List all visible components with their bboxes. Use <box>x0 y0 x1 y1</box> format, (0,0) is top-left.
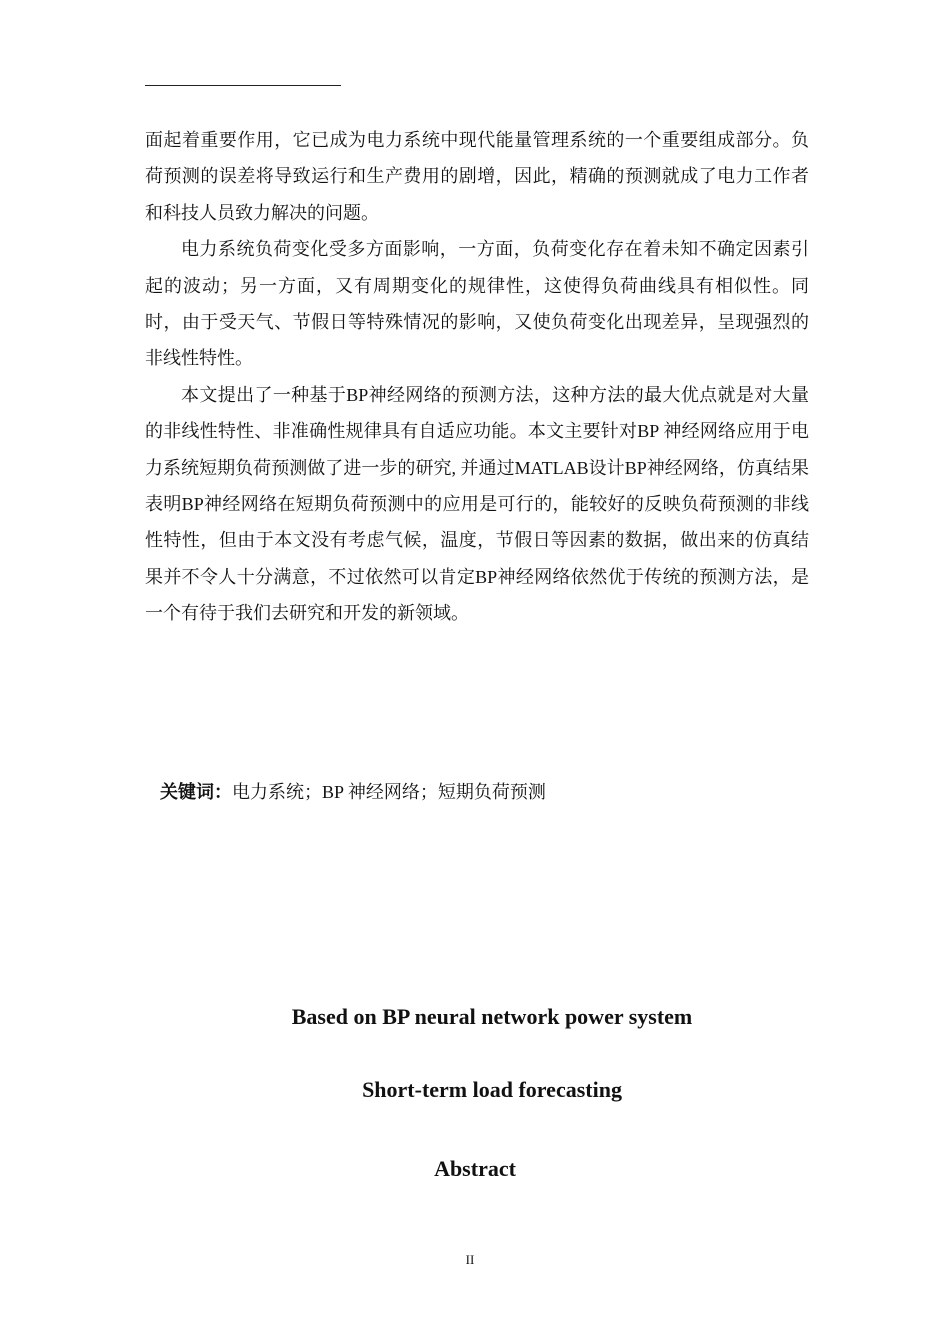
page-number: II <box>465 1252 475 1267</box>
keywords-label: 关键词： <box>160 782 232 802</box>
abstract-heading: Abstract <box>434 1156 516 1181</box>
abstract-paragraph-2: 电力系统负荷变化受多方面影响，一方面，负荷变化存在着未知不确定因素引起的波动；另一方面，又有周期变化的规律性，这使得负荷曲线具有相似性。同时，由于受天气、节假日等特殊情况的影响，又使负荷变化出现差异，呈现强烈的非线性特性。 <box>145 239 809 369</box>
keywords-line <box>160 779 546 805</box>
abstract-paragraph-3: 本文提出了一种基于BP神经网络的预测方法，这种方法的最大优点就是对大量的非线性特性、非准确性规律具有自适应功能。本文主要针对BP 神经网络应用于电力系统短期负荷预测做了进一步的研究, 并通过MATLAB设计BP神经网络，仿真结果表明BP神经网络在短期负荷预测中的应用是可行的，能较好的反映负荷预测的非线性特性，但由于本文没有考虑气候，温度，节假日等因素的数据，做出来的仿真结果并不令人十分满意，不过依然可以肯定BP神经网络依然优于传统的预测方法，是一个有待于我们去研究和开发的新领域。 <box>145 384 809 624</box>
keywords-value: 电力系统；BP 神经网络；短期负荷预测 <box>232 782 546 802</box>
chinese-abstract-body <box>145 122 809 632</box>
abstract-paragraph-1: 面起着重要作用，它已成为电力系统中现代能量管理系统的一个重要组成部分。负荷预测的误差将导致运行和生产费用的剧增，因此，精确的预测就成了电力工作者和科技人员致力解决的问题。 <box>145 130 809 223</box>
english-title-line-1: Based on BP neural network power system <box>291 1004 693 1029</box>
footnote-separator-line <box>145 85 341 86</box>
english-title-line-2: Short-term load forecasting <box>362 1077 622 1102</box>
